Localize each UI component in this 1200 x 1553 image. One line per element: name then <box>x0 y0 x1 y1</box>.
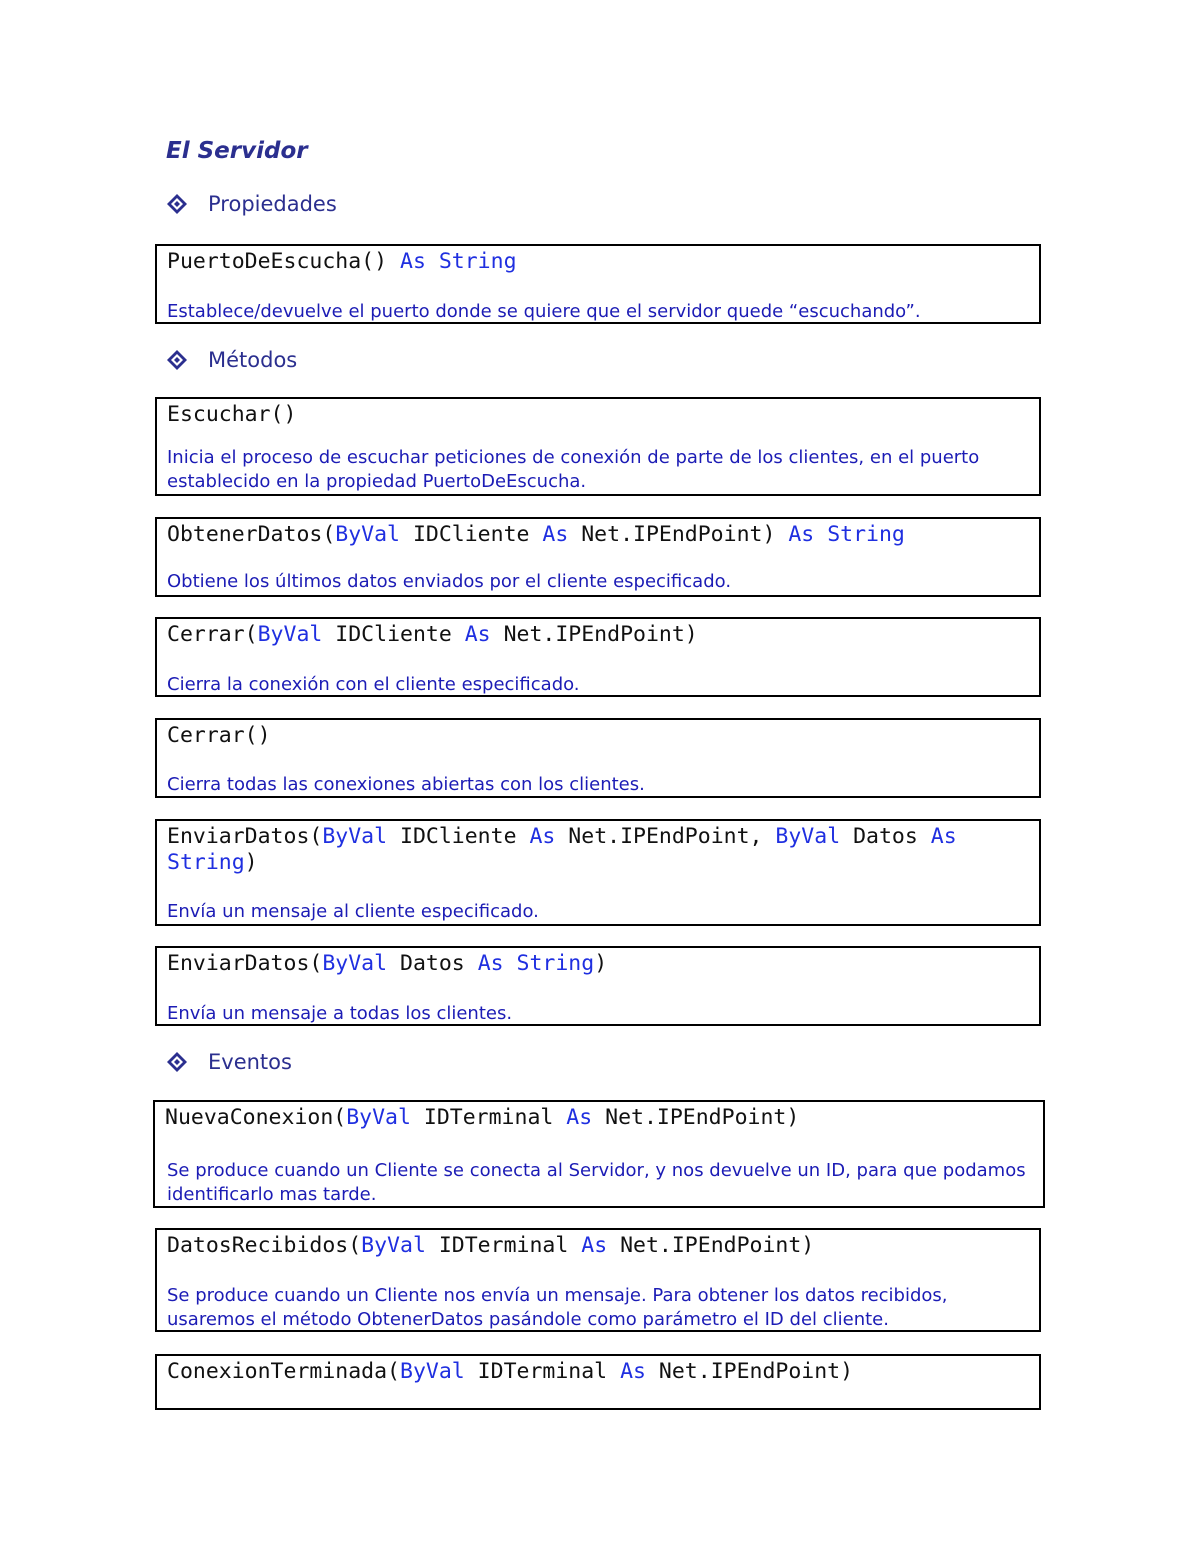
code-text: Cerrar() <box>167 723 271 748</box>
code-keyword: As <box>477 951 504 976</box>
section-eventos <box>166 1050 292 1074</box>
code-text: Net.IPEndPoint) <box>645 1359 854 1384</box>
code-keyword: As <box>620 1359 646 1384</box>
code-keyword: ByVal <box>346 1105 411 1130</box>
code-keyword: ByVal <box>322 824 388 849</box>
event-description: Se produce cuando un Cliente se conecta al Servidor, y nos devuelve un ID, para que podamos identificarlo mas tarde. <box>167 1160 1026 1205</box>
code-keyword: As <box>566 1105 593 1130</box>
code-text: EnviarDatos( <box>167 951 323 976</box>
code-text: IDCliente <box>322 622 465 647</box>
code-text: EnviarDatos( <box>167 824 323 849</box>
code-keyword: As <box>788 522 815 547</box>
method-signature <box>167 824 1029 876</box>
method-description: Envía un mensaje a todas los clientes. <box>167 1003 513 1024</box>
event-box <box>155 1354 1041 1410</box>
section-label: Propiedades <box>208 192 337 216</box>
code-keyword: As <box>930 824 957 849</box>
code-text: PuertoDeEscucha() <box>167 249 400 274</box>
section-label: Métodos <box>208 348 298 372</box>
section-label: Eventos <box>208 1050 292 1074</box>
code-keyword: String <box>827 522 905 547</box>
code-text <box>957 824 970 849</box>
code-keyword: String <box>438 249 517 274</box>
event-box <box>155 1228 1041 1332</box>
code-text: ObtenerDatos( <box>167 522 336 547</box>
code-keyword: As <box>542 522 569 547</box>
method-signature <box>167 402 1029 428</box>
method-box <box>155 397 1041 496</box>
code-text: ) <box>594 951 608 976</box>
code-text <box>426 249 439 274</box>
code-text: IDCliente <box>400 522 543 547</box>
code-keyword: String <box>516 951 595 976</box>
code-text <box>504 951 517 976</box>
method-description: Cierra todas las conexiones abiertas con los clientes. <box>167 774 645 795</box>
diamond-bullet-icon <box>166 193 188 215</box>
code-keyword: ByVal <box>400 1359 465 1384</box>
code-text: IDTerminal <box>410 1105 567 1130</box>
code-keyword: String <box>167 850 245 875</box>
code-keyword: As <box>400 249 426 274</box>
code-keyword: As <box>529 824 556 849</box>
code-keyword: ByVal <box>257 622 323 647</box>
code-text: Net.IPEndPoint) <box>592 1105 800 1130</box>
method-signature <box>167 522 1029 548</box>
method-description: Inicia el proceso de escuchar peticiones de conexión de parte de los clientes, en el puerto establecido en la propiedad PuertoDeEscucha. <box>167 447 980 492</box>
event-box <box>153 1100 1045 1208</box>
code-text: Cerrar( <box>167 622 258 647</box>
event-signature <box>167 1359 1029 1385</box>
code-keyword: ByVal <box>335 522 401 547</box>
code-text: Escuchar() <box>167 402 297 427</box>
event-description: Se produce cuando un Cliente nos envía un mensaje. Para obtener los datos recibidos, usaremos el método ObtenerDatos pasándole como parámetro el ID del cliente. <box>167 1285 948 1330</box>
diamond-bullet-icon <box>166 349 188 371</box>
method-box <box>155 946 1041 1026</box>
code-text: Datos <box>387 951 478 976</box>
code-text: IDTerminal <box>464 1359 621 1384</box>
page-title: El Servidor <box>166 138 308 164</box>
method-description: Establece/devuelve el puerto donde se quiere que el servidor quede “escuchando”. <box>167 301 921 322</box>
method-signature <box>167 249 1029 275</box>
event-signature <box>167 1233 1029 1259</box>
code-text: Datos <box>840 824 931 849</box>
method-signature <box>167 622 1029 648</box>
section-metodos <box>166 348 297 372</box>
method-description: Obtiene los últimos datos enviados por el cliente especificado. <box>167 571 732 592</box>
method-box <box>155 517 1041 597</box>
method-box <box>155 819 1041 926</box>
method-description: Cierra la conexión con el cliente especificado. <box>167 674 580 695</box>
code-text <box>814 522 827 547</box>
code-text: Net.IPEndPoint) <box>607 1233 815 1258</box>
method-description: Envía un mensaje al cliente especificado. <box>167 901 539 922</box>
code-text: ConexionTerminada( <box>167 1359 400 1384</box>
code-text: DatosRecibidos( <box>167 1233 362 1258</box>
code-text: Net.IPEndPoint) <box>490 622 698 647</box>
code-text: Net.IPEndPoint, <box>555 824 776 849</box>
diamond-bullet-icon <box>166 1051 188 1073</box>
code-text: NuevaConexion( <box>165 1105 347 1130</box>
code-keyword: ByVal <box>322 951 388 976</box>
code-text: IDTerminal <box>425 1233 582 1258</box>
event-signature <box>165 1105 1033 1131</box>
code-keyword: As <box>581 1233 608 1258</box>
method-box <box>155 718 1041 798</box>
method-signature <box>167 723 1029 749</box>
code-text: ) <box>244 850 258 875</box>
code-text: IDCliente <box>387 824 530 849</box>
section-propiedades <box>166 192 337 216</box>
method-box <box>155 244 1041 324</box>
method-signature <box>167 951 1029 977</box>
method-box <box>155 617 1041 697</box>
code-keyword: As <box>464 622 491 647</box>
code-text: Net.IPEndPoint) <box>568 522 789 547</box>
code-keyword: ByVal <box>361 1233 426 1258</box>
code-keyword: ByVal <box>775 824 841 849</box>
